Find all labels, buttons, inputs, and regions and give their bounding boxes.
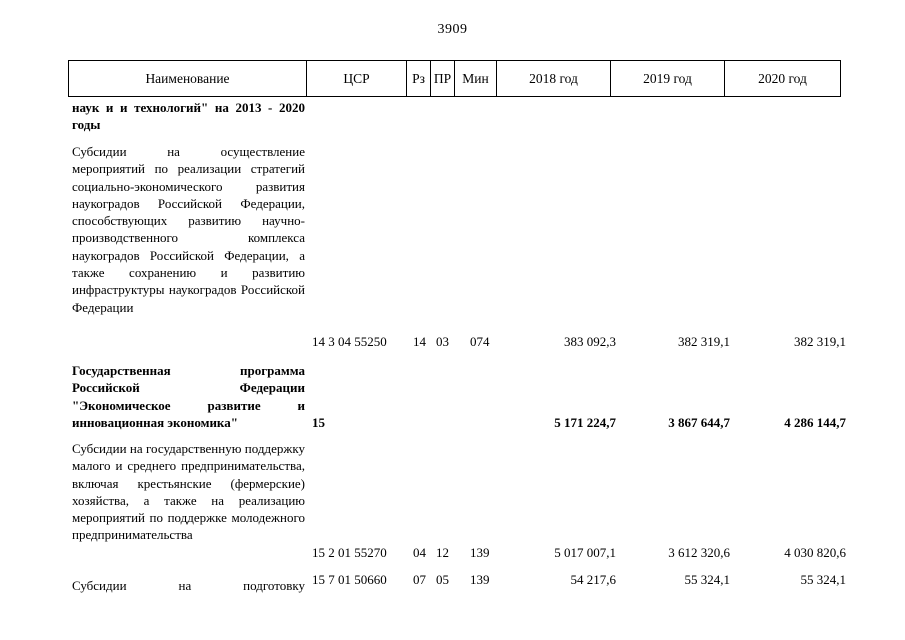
row-pr: 05 bbox=[436, 572, 449, 587]
row-min: 139 bbox=[470, 572, 490, 587]
header-rz: Рз bbox=[407, 61, 431, 97]
row-2018: 383 092,3 bbox=[564, 334, 616, 349]
row-2018: 5 017 007,1 bbox=[554, 545, 616, 560]
row-2020: 4 030 820,6 bbox=[784, 545, 846, 560]
row-2019: 55 324,1 bbox=[684, 572, 730, 587]
header-csr: ЦСР bbox=[307, 61, 407, 97]
row-pr: 12 bbox=[436, 545, 449, 560]
row-2018: 54 217,6 bbox=[570, 572, 616, 587]
row-name: Государственная программа Российской Федерации "Экономическое развитие и инновационная экономика" bbox=[72, 363, 305, 430]
row-min: 074 bbox=[470, 334, 490, 349]
row-rz: 07 bbox=[413, 572, 426, 587]
row-2020: 55 324,1 bbox=[800, 572, 846, 587]
page-number: 3909 bbox=[437, 22, 468, 37]
row-rz: 14 bbox=[413, 334, 426, 349]
header-name: Наименование bbox=[69, 61, 307, 97]
row-rz: 04 bbox=[413, 545, 426, 560]
row-csr: 15 bbox=[312, 415, 325, 430]
row-name: наук и и технологий" на 2013 - 2020 годы bbox=[72, 100, 305, 133]
row-2019: 382 319,1 bbox=[678, 334, 730, 349]
row-name: Субсидии на государственную поддержку малого и среднего предпринимательства, включая крестьянские (фермерские) хозяйства, а также на реализацию мероприятий по поддержке молодежного предпринимательства bbox=[72, 441, 305, 543]
header-2020: 2020 год bbox=[725, 61, 841, 97]
header-2018: 2018 год bbox=[497, 61, 611, 97]
header-2019: 2019 год bbox=[611, 61, 725, 97]
row-min: 139 bbox=[470, 545, 490, 560]
row-csr: 15 7 01 50660 bbox=[312, 572, 387, 587]
header-pr: ПР bbox=[431, 61, 455, 97]
table-row bbox=[0, 143, 905, 350]
table-header bbox=[68, 60, 841, 97]
table-row bbox=[0, 440, 905, 561]
row-name: Субсидии на подготовку bbox=[72, 578, 305, 593]
row-2020: 382 319,1 bbox=[794, 334, 846, 349]
row-2020: 4 286 144,7 bbox=[784, 415, 846, 430]
row-2019: 3 612 320,6 bbox=[668, 545, 730, 560]
row-csr: 14 3 04 55250 bbox=[312, 334, 387, 349]
table-row bbox=[0, 362, 905, 431]
row-csr: 15 2 01 55270 bbox=[312, 545, 387, 560]
table-row bbox=[0, 571, 905, 591]
table-row bbox=[0, 99, 905, 134]
row-pr: 03 bbox=[436, 334, 449, 349]
header-min: Мин bbox=[455, 61, 497, 97]
row-2019: 3 867 644,7 bbox=[668, 415, 730, 430]
row-name: Субсидии на осуществление мероприятий по реализации стратегий социально-экономического развития наукоградов Российской Федерации, способствующих развитию научно-производственного комплекса наукоградов Российской Федерации, а также сохранению и развитию инфраструктуры наукоградов Российской Федерации bbox=[72, 144, 305, 315]
row-2018: 5 171 224,7 bbox=[554, 415, 616, 430]
